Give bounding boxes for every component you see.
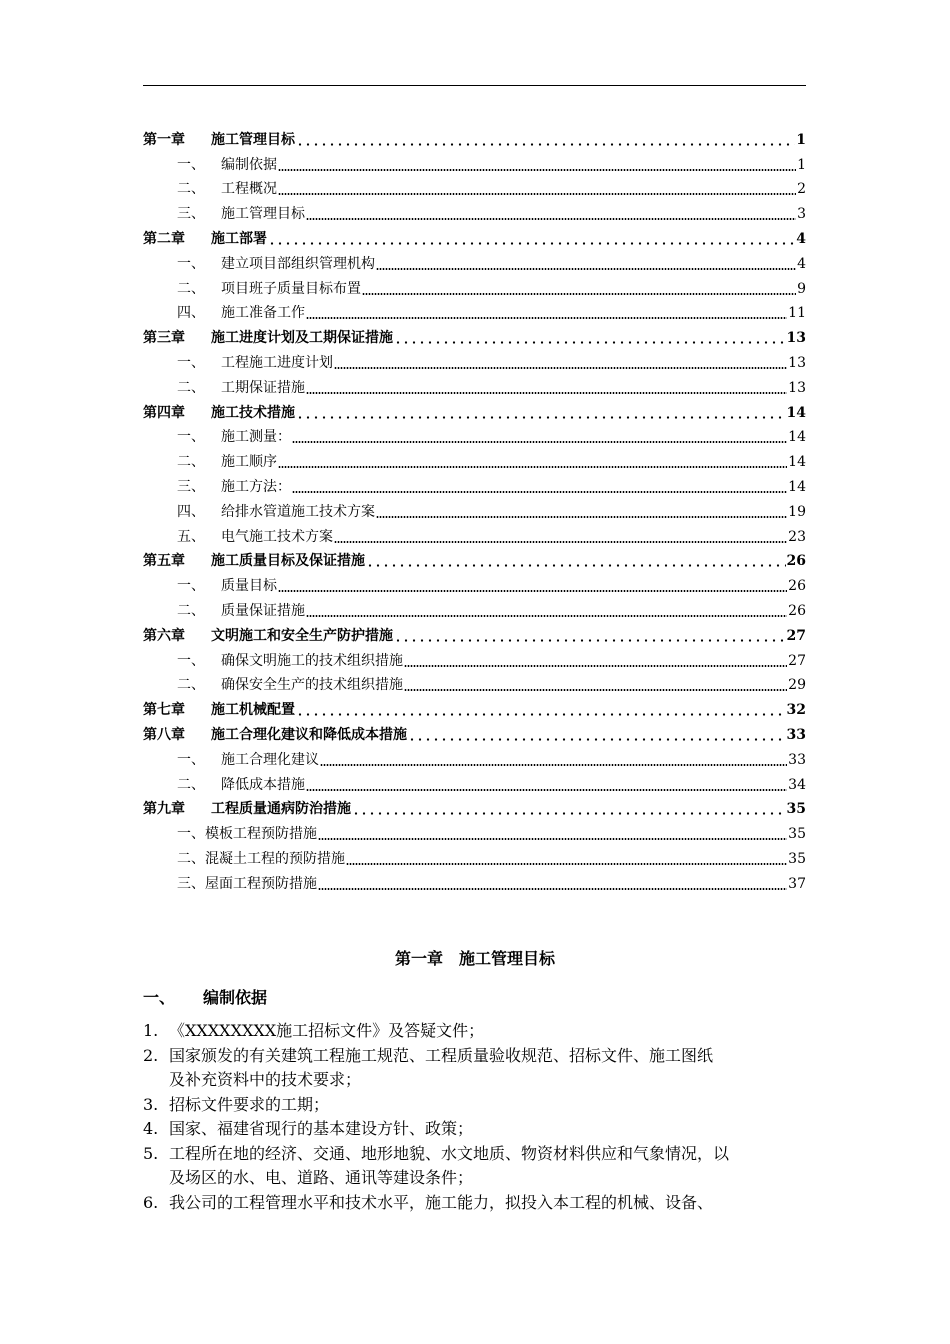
toc-page-number: 2 bbox=[797, 181, 806, 198]
list-item bbox=[143, 1117, 806, 1142]
toc-entry-title: 工期保证措施 bbox=[221, 379, 305, 396]
toc-entry-label bbox=[143, 627, 393, 645]
toc-dot-leader bbox=[278, 169, 796, 171]
toc-page-number: 34 bbox=[788, 776, 806, 793]
toc-dot-leader bbox=[268, 242, 795, 245]
toc-entry-label bbox=[143, 751, 319, 769]
toc-entry-title: 混凝土工程的预防措施 bbox=[205, 850, 345, 867]
section-heading-number: 一、 bbox=[143, 988, 176, 1007]
toc-entry-title: 确保安全生产的技术组织措施 bbox=[221, 677, 403, 694]
toc-section-entry[interactable] bbox=[143, 273, 806, 298]
list-item-text: 及补充资料中的技术要求； bbox=[169, 1070, 362, 1089]
toc-entry-title: 文明施工和安全生产防护措施 bbox=[211, 627, 393, 644]
toc-section-entry[interactable] bbox=[143, 496, 806, 521]
toc-entry-title: 施工管理目标 bbox=[211, 131, 295, 148]
toc-entry-number: 第八章 bbox=[143, 726, 185, 743]
list-item bbox=[143, 1142, 806, 1167]
list-item-text: 《XXXXXXXX施工招标文件》及答疑文件； bbox=[169, 1021, 485, 1040]
toc-dot-leader bbox=[296, 416, 786, 419]
toc-dot-leader bbox=[318, 888, 787, 890]
toc-section-entry[interactable] bbox=[143, 744, 806, 769]
toc-page-number: 37 bbox=[788, 875, 806, 892]
toc-dot-leader bbox=[394, 341, 786, 344]
toc-page-number: 23 bbox=[788, 528, 806, 545]
toc-entry-number: 五、 bbox=[177, 528, 205, 545]
basis-list bbox=[143, 1019, 806, 1215]
toc-entry-title: 工程质量通病防治措施 bbox=[211, 801, 351, 818]
toc-entry-number: 一、 bbox=[177, 751, 205, 768]
toc-entry-label bbox=[143, 131, 295, 149]
toc-dot-leader bbox=[292, 491, 787, 493]
toc-page-number: 3 bbox=[797, 206, 806, 223]
toc-entry-title: 确保文明施工的技术组织措施 bbox=[221, 652, 403, 669]
toc-chapter-entry[interactable] bbox=[143, 397, 806, 422]
toc-entry-title: 项目班子质量目标布置 bbox=[221, 280, 361, 297]
toc-entry-label bbox=[143, 776, 305, 794]
toc-page-number: 13 bbox=[788, 354, 806, 371]
toc-page-number: 1 bbox=[796, 131, 806, 148]
toc-section-entry[interactable] bbox=[143, 372, 806, 397]
toc-entry-number: 二、 bbox=[177, 850, 205, 867]
toc-entry-number: 二、 bbox=[177, 776, 205, 793]
toc-entry-label bbox=[143, 552, 365, 570]
toc-entry-label bbox=[143, 825, 317, 843]
list-item bbox=[143, 1019, 806, 1044]
list-item-continuation bbox=[143, 1166, 806, 1191]
toc-entry-title: 施工机械配置 bbox=[211, 702, 295, 719]
chapter-heading: 第一章 施工管理目标 bbox=[394, 949, 555, 968]
toc-dot-leader bbox=[376, 516, 787, 518]
table-of-contents bbox=[143, 124, 806, 893]
toc-dot-leader bbox=[362, 293, 796, 295]
toc-entry-title: 施工方法： bbox=[221, 478, 291, 495]
toc-entry-number: 第五章 bbox=[143, 553, 185, 570]
toc-page-number: 27 bbox=[788, 652, 806, 669]
toc-page-number: 33 bbox=[786, 726, 806, 743]
toc-chapter-entry[interactable] bbox=[143, 223, 806, 248]
toc-entry-label bbox=[143, 800, 351, 818]
toc-entry-title: 施工技术措施 bbox=[211, 404, 295, 421]
toc-entry-label bbox=[143, 701, 295, 719]
toc-entry-label bbox=[143, 280, 361, 298]
toc-entry-number: 第一章 bbox=[143, 131, 185, 148]
toc-entry-title: 给排水管道施工技术方案 bbox=[221, 503, 375, 520]
toc-entry-title: 施工进度计划及工期保证措施 bbox=[211, 330, 393, 347]
toc-entry-label bbox=[143, 875, 317, 893]
toc-entry-number: 一、 bbox=[177, 429, 205, 446]
toc-entry-number: 二、 bbox=[177, 379, 205, 396]
toc-section-entry[interactable] bbox=[143, 174, 806, 199]
toc-dot-leader bbox=[320, 764, 787, 766]
toc-section-entry[interactable] bbox=[143, 149, 806, 174]
toc-section-entry[interactable] bbox=[143, 843, 806, 868]
toc-entry-number: 三、 bbox=[177, 478, 205, 495]
toc-entry-number: 二、 bbox=[177, 454, 205, 471]
toc-dot-leader bbox=[306, 392, 787, 394]
toc-section-entry[interactable] bbox=[143, 645, 806, 670]
toc-entry-label bbox=[143, 602, 305, 620]
toc-dot-leader bbox=[296, 143, 795, 146]
toc-chapter-entry[interactable] bbox=[143, 794, 806, 819]
toc-dot-leader bbox=[404, 665, 787, 667]
toc-entry-number: 第七章 bbox=[143, 702, 185, 719]
toc-section-entry[interactable] bbox=[143, 298, 806, 323]
toc-page-number: 35 bbox=[786, 801, 806, 818]
toc-page-number: 14 bbox=[786, 404, 806, 421]
toc-section-entry[interactable] bbox=[143, 471, 806, 496]
toc-chapter-entry[interactable] bbox=[143, 620, 806, 645]
toc-entry-title: 施工测量： bbox=[221, 429, 291, 446]
toc-dot-leader bbox=[334, 541, 787, 543]
toc-entry-title: 降低成本措施 bbox=[221, 776, 305, 793]
toc-entry-title: 施工准备工作 bbox=[221, 305, 305, 322]
toc-page-number: 4 bbox=[797, 255, 806, 272]
toc-chapter-entry[interactable] bbox=[143, 124, 806, 149]
toc-chapter-entry[interactable] bbox=[143, 322, 806, 347]
toc-entry-number: 第六章 bbox=[143, 627, 185, 644]
toc-page-number: 26 bbox=[788, 578, 806, 595]
toc-section-entry[interactable] bbox=[143, 868, 806, 893]
toc-entry-label bbox=[143, 850, 345, 868]
list-item-number: 1. bbox=[143, 1021, 159, 1040]
toc-entry-label bbox=[143, 205, 305, 223]
toc-page-number: 13 bbox=[788, 379, 806, 396]
list-item-number: 3. bbox=[143, 1094, 159, 1114]
toc-page-number: 35 bbox=[788, 826, 806, 843]
list-item bbox=[143, 1044, 806, 1069]
toc-entry-label bbox=[143, 255, 375, 273]
toc-entry-label bbox=[143, 726, 407, 744]
toc-page-number: 14 bbox=[788, 454, 806, 471]
list-item-text: 招标文件要求的工期； bbox=[169, 1094, 330, 1114]
toc-entry-title: 建立项目部组织管理机构 bbox=[221, 255, 375, 272]
header-rule bbox=[143, 85, 806, 86]
toc-entry-title: 施工部署 bbox=[211, 230, 267, 247]
toc-page-number: 13 bbox=[786, 330, 806, 347]
toc-entry-title: 施工合理化建议和降低成本措施 bbox=[211, 726, 407, 743]
toc-entry-label bbox=[143, 478, 291, 496]
toc-dot-leader bbox=[376, 268, 796, 270]
toc-section-entry[interactable] bbox=[143, 818, 806, 843]
list-item-text: 国家颁发的有关建筑工程施工规范、工程质量验收规范、招标文件、施工图纸 bbox=[169, 1045, 714, 1065]
toc-entry-label bbox=[143, 676, 403, 694]
toc-entry-label bbox=[143, 528, 333, 546]
toc-page-number: 19 bbox=[788, 503, 806, 520]
toc-page-number: 1 bbox=[797, 156, 806, 173]
toc-page-number: 4 bbox=[796, 230, 806, 247]
toc-section-entry[interactable] bbox=[143, 248, 806, 273]
toc-dot-leader bbox=[306, 218, 796, 220]
toc-dot-leader bbox=[346, 863, 787, 865]
toc-dot-leader bbox=[306, 615, 787, 617]
list-item-text: 工程所在地的经济、交通、地形地貌、水文地质、物资材料供应和气象情况，以 bbox=[169, 1143, 730, 1163]
toc-entry-title: 施工顺序 bbox=[221, 454, 277, 471]
toc-dot-leader bbox=[278, 466, 787, 468]
list-item-number: 5. bbox=[143, 1143, 159, 1163]
toc-page-number: 32 bbox=[786, 702, 806, 719]
toc-dot-leader bbox=[404, 689, 787, 691]
toc-entry-number: 一、 bbox=[177, 826, 205, 843]
toc-entry-number: 一、 bbox=[177, 156, 205, 173]
toc-entry-number: 第三章 bbox=[143, 330, 185, 347]
toc-entry-label bbox=[143, 428, 291, 446]
toc-entry-number: 第九章 bbox=[143, 801, 185, 818]
toc-entry-label bbox=[143, 354, 333, 372]
toc-page-number: 14 bbox=[788, 478, 806, 495]
toc-dot-leader bbox=[352, 812, 786, 815]
toc-entry-label bbox=[143, 379, 305, 397]
toc-page-number: 35 bbox=[788, 850, 806, 867]
toc-dot-leader bbox=[408, 738, 786, 741]
toc-dot-leader bbox=[278, 193, 796, 195]
toc-entry-number: 二、 bbox=[177, 181, 205, 198]
toc-entry-title: 工程概况 bbox=[221, 181, 277, 198]
toc-section-entry[interactable] bbox=[143, 422, 806, 447]
toc-page-number: 11 bbox=[788, 305, 806, 322]
toc-entry-title: 编制依据 bbox=[221, 156, 277, 173]
list-item-text: 国家、福建省现行的基本建设方针、政策； bbox=[169, 1119, 474, 1138]
toc-entry-title: 质量目标 bbox=[221, 578, 277, 595]
list-item-continuation bbox=[143, 1068, 806, 1093]
toc-dot-leader bbox=[296, 713, 786, 716]
toc-entry-label bbox=[143, 404, 295, 422]
toc-page-number: 27 bbox=[786, 627, 806, 644]
toc-dot-leader bbox=[306, 317, 787, 319]
toc-dot-leader bbox=[292, 441, 787, 443]
toc-dot-leader bbox=[334, 367, 787, 369]
list-item bbox=[143, 1093, 806, 1118]
toc-page-number: 9 bbox=[797, 280, 806, 297]
toc-entry-number: 第四章 bbox=[143, 404, 185, 421]
toc-entry-title: 屋面工程预防措施 bbox=[205, 875, 317, 892]
toc-entry-number: 四、 bbox=[177, 503, 205, 520]
toc-dot-leader bbox=[306, 789, 787, 791]
section-heading-title: 编制依据 bbox=[203, 988, 268, 1007]
toc-dot-leader bbox=[278, 590, 787, 592]
list-item bbox=[143, 1191, 806, 1216]
toc-entry-number: 第二章 bbox=[143, 230, 185, 247]
toc-dot-leader bbox=[366, 564, 786, 567]
toc-entry-number: 一、 bbox=[177, 578, 205, 595]
toc-entry-label bbox=[143, 503, 375, 521]
list-item-number: 2. bbox=[143, 1045, 159, 1065]
toc-entry-title: 施工质量目标及保证措施 bbox=[211, 553, 365, 570]
toc-section-entry[interactable] bbox=[143, 521, 806, 546]
toc-entry-title: 电气施工技术方案 bbox=[221, 528, 333, 545]
toc-entry-title: 工程施工进度计划 bbox=[221, 354, 333, 371]
section-heading bbox=[143, 985, 267, 1008]
list-item-number: 4. bbox=[143, 1119, 159, 1138]
toc-entry-number: 三、 bbox=[177, 206, 205, 223]
toc-dot-leader bbox=[394, 639, 786, 642]
toc-entry-label bbox=[143, 230, 267, 248]
toc-page-number: 26 bbox=[788, 602, 806, 619]
toc-entry-label bbox=[143, 652, 403, 670]
toc-entry-number: 四、 bbox=[177, 305, 205, 322]
toc-section-entry[interactable] bbox=[143, 198, 806, 223]
toc-dot-leader bbox=[318, 838, 787, 840]
toc-section-entry[interactable] bbox=[143, 670, 806, 695]
toc-chapter-entry[interactable] bbox=[143, 694, 806, 719]
toc-section-entry[interactable] bbox=[143, 769, 806, 794]
toc-entry-title: 施工合理化建议 bbox=[221, 751, 319, 768]
list-item-number: 6. bbox=[143, 1192, 159, 1212]
toc-section-entry[interactable] bbox=[143, 570, 806, 595]
toc-section-entry[interactable] bbox=[143, 595, 806, 620]
toc-section-entry[interactable] bbox=[143, 347, 806, 372]
toc-entry-title: 质量保证措施 bbox=[221, 602, 305, 619]
toc-entry-number: 三、 bbox=[177, 875, 205, 892]
toc-entry-number: 二、 bbox=[177, 677, 205, 694]
toc-entry-label bbox=[143, 453, 277, 471]
toc-entry-label bbox=[143, 180, 277, 198]
list-item-text: 及场区的水、电、道路、通讯等建设条件； bbox=[169, 1168, 474, 1187]
toc-page-number: 14 bbox=[788, 429, 806, 446]
toc-entry-label bbox=[143, 329, 393, 347]
toc-page-number: 33 bbox=[788, 751, 806, 768]
toc-entry-label bbox=[143, 304, 305, 322]
toc-entry-number: 二、 bbox=[177, 602, 205, 619]
toc-chapter-entry[interactable] bbox=[143, 719, 806, 744]
toc-entry-label bbox=[143, 156, 277, 174]
toc-entry-number: 一、 bbox=[177, 652, 205, 669]
toc-entry-label bbox=[143, 577, 277, 595]
toc-entry-number: 一、 bbox=[177, 354, 205, 371]
toc-page-number: 26 bbox=[786, 553, 806, 570]
list-item-text: 我公司的工程管理水平和技术水平，施工能力，拟投入本工程的机械、设备、 bbox=[169, 1192, 714, 1212]
toc-page-number: 29 bbox=[788, 677, 806, 694]
toc-entry-title: 模板工程预防措施 bbox=[205, 826, 317, 843]
toc-section-entry[interactable] bbox=[143, 446, 806, 471]
toc-entry-number: 一、 bbox=[177, 255, 205, 272]
toc-entry-title: 施工管理目标 bbox=[221, 206, 305, 223]
toc-entry-number: 二、 bbox=[177, 280, 205, 297]
toc-chapter-entry[interactable] bbox=[143, 546, 806, 571]
